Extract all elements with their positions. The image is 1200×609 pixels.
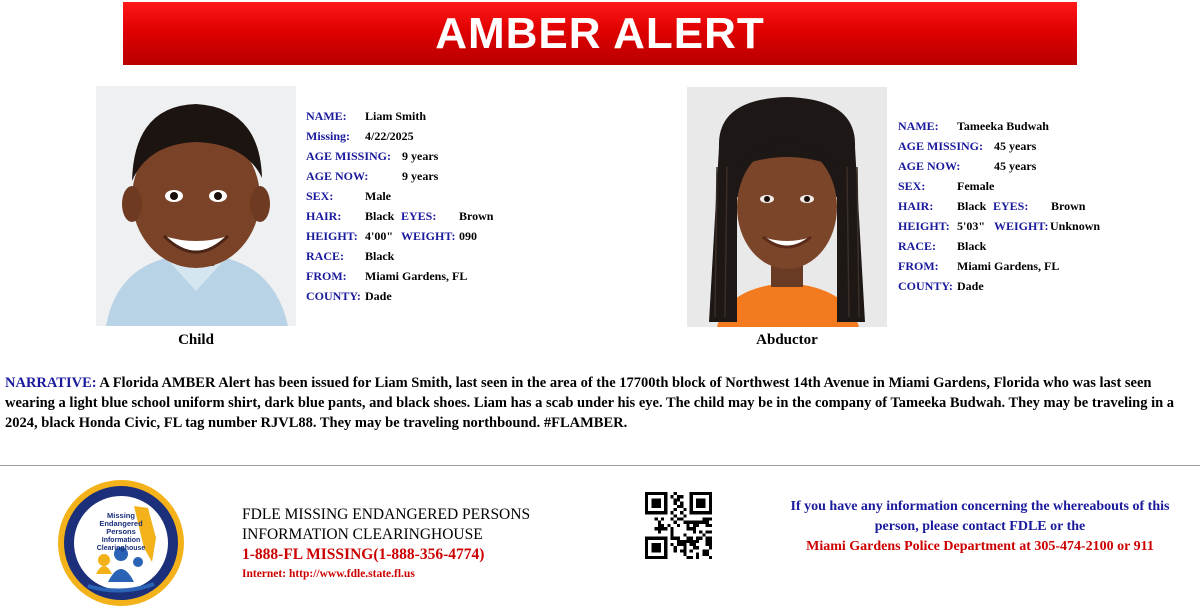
abductor-race-row — [898, 236, 1188, 256]
abductor-race-value: Black — [957, 239, 987, 253]
abductor-name-row — [898, 116, 1188, 136]
fdle-clearinghouse-seal-icon — [56, 478, 186, 608]
child-photo — [96, 86, 296, 326]
abductor-height-value: 5'03" — [957, 219, 985, 233]
child-weight-value: 090 — [459, 229, 477, 243]
abductor-weight-label: WEIGHT: — [994, 219, 1049, 233]
child-county-value: Dade — [365, 289, 392, 303]
abductor-age-now-value: 45 years — [994, 159, 1037, 173]
child-age-missing-value: 9 years — [402, 149, 439, 163]
abductor-from-value: Miami Gardens, FL — [957, 259, 1060, 273]
child-from-value: Miami Gardens, FL — [365, 269, 468, 283]
child-age-missing-row — [306, 146, 566, 166]
contact-police-line: Miami Gardens Police Department at 305-474-2100 or 911 — [806, 539, 1154, 554]
narrative-text: A Florida AMBER Alert has been issued for Liam Smith, last seen in the area of the 17700th block of Northwest 14th Avenue in Miami Gardens, Florida who was last seen wearing a light blue school uniform shirt, dark blue pants, and black shoes. Liam has a scab under his eye. The child may be in the company of Tameeka Budwah. They may be traveling in a 2024, black Honda Civic, FL tag number RJVL88. They may be traveling northbound. #FLAMBER. — [5, 375, 1175, 431]
abductor-age-now-label: AGE NOW: — [898, 159, 961, 173]
abductor-from-row — [898, 256, 1188, 276]
logo-text-clearinghouse: Clearinghouse — [96, 545, 146, 552]
abductor-eyes-value: Brown — [1051, 199, 1086, 213]
abductor-hair-row — [898, 196, 1188, 216]
narrative — [5, 373, 1195, 433]
abductor-age-missing-value: 45 years — [994, 139, 1037, 153]
logo-text-endangered: Endangered — [99, 519, 143, 528]
child-county-row — [306, 286, 566, 306]
child-age-now-label: AGE NOW: — [306, 169, 369, 183]
org-line-2: INFORMATION CLEARINGHOUSE — [242, 526, 483, 543]
contact-line-2: person, please contact FDLE or the — [874, 519, 1086, 534]
abductor-age-missing-label: AGE MISSING: — [898, 139, 984, 153]
abductor-height-row — [898, 216, 1188, 236]
abductor-name-label: NAME: — [898, 119, 939, 133]
qr-code-icon — [645, 492, 712, 559]
child-age-missing-label: AGE MISSING: — [306, 149, 392, 163]
child-sex-label: SEX: — [306, 189, 334, 203]
abductor-hair-label: HAIR: — [898, 199, 934, 213]
logo-text-missing: Missing — [107, 511, 135, 520]
abductor-age-now-row — [898, 156, 1188, 176]
child-sex-row — [306, 186, 566, 206]
child-missing-label: Missing: — [306, 129, 351, 143]
child-missing-row — [306, 126, 566, 146]
child-hair-label: HAIR: — [306, 209, 342, 223]
org-internet-link[interactable]: Internet: http://www.fdle.state.fl.us — [242, 568, 415, 580]
child-race-label: RACE: — [306, 249, 344, 263]
abductor-weight-value: Unknown — [1050, 219, 1101, 233]
child-name-row — [306, 106, 566, 126]
child-info — [306, 106, 566, 306]
abductor-from-label: FROM: — [898, 259, 939, 273]
logo-text-persons: Persons — [106, 527, 136, 536]
abductor-photo — [687, 87, 887, 327]
child-caption: Child — [178, 332, 214, 348]
amber-alert-banner — [123, 2, 1077, 65]
abductor-race-label: RACE: — [898, 239, 936, 253]
abductor-hair-value: Black — [957, 199, 987, 213]
child-county-label: COUNTY: — [306, 289, 361, 303]
contact-info — [760, 497, 1200, 557]
child-from-label: FROM: — [306, 269, 347, 283]
child-age-now-value: 9 years — [402, 169, 439, 183]
child-height-label: HEIGHT: — [306, 229, 358, 243]
contact-line-1: If you have any information concerning the whereabouts of this — [790, 499, 1170, 514]
abductor-county-row — [898, 276, 1188, 296]
child-sex-value: Male — [365, 189, 391, 203]
child-name-value: Liam Smith — [365, 109, 427, 123]
child-race-value: Black — [365, 249, 395, 263]
abductor-name-value: Tameeka Budwah — [957, 119, 1049, 133]
narrative-label: NARRATIVE: — [5, 375, 97, 391]
abductor-county-label: COUNTY: — [898, 279, 953, 293]
org-phone: 1-888-FL MISSING(1-888-356-4774) — [242, 546, 485, 563]
org-line-1: FDLE MISSING ENDANGERED PERSONS — [242, 506, 531, 523]
child-weight-label: WEIGHT: — [401, 229, 456, 243]
child-race-row — [306, 246, 566, 266]
child-from-row — [306, 266, 566, 286]
abductor-sex-label: SEX: — [898, 179, 926, 193]
abductor-county-value: Dade — [957, 279, 984, 293]
child-hair-value: Black — [365, 209, 395, 223]
abductor-eyes-label: EYES: — [993, 199, 1029, 213]
child-name-label: NAME: — [306, 109, 347, 123]
child-eyes-value: Brown — [459, 209, 494, 223]
child-height-value: 4'00" — [365, 229, 393, 243]
abductor-age-missing-row — [898, 136, 1188, 156]
abductor-height-label: HEIGHT: — [898, 219, 950, 233]
child-eyes-label: EYES: — [401, 209, 437, 223]
child-height-row — [306, 226, 566, 246]
fdle-org-info — [242, 505, 582, 583]
abductor-info — [898, 116, 1188, 296]
abductor-sex-value: Female — [957, 179, 995, 193]
child-hair-row — [306, 206, 566, 226]
child-age-now-row — [306, 166, 566, 186]
banner-title: AMBER ALERT — [435, 8, 765, 58]
abductor-caption: Abductor — [756, 332, 818, 348]
child-missing-value: 4/22/2025 — [365, 129, 414, 143]
footer-divider — [0, 465, 1200, 466]
abductor-sex-row — [898, 176, 1188, 196]
logo-text-information: Information — [101, 537, 141, 544]
